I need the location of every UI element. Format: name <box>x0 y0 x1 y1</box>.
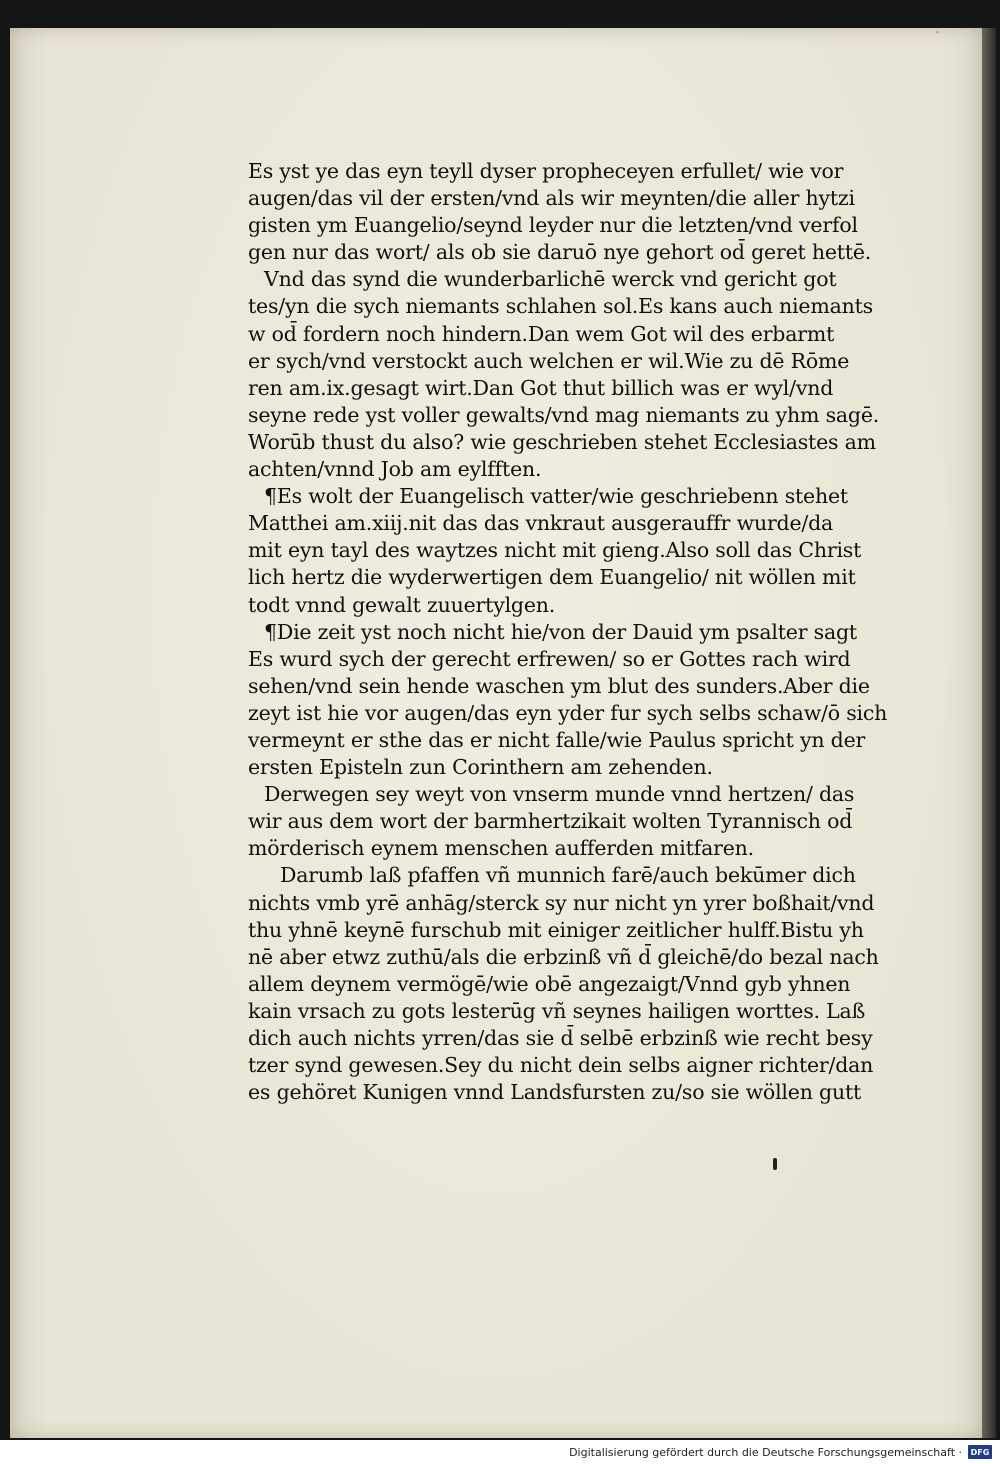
page-edge <box>982 28 996 1438</box>
funding-credit: Digitalisierung gefördert durch die Deutsche Forschungsgemeinschaft · <box>569 1445 962 1459</box>
text-line: wir aus dem wort der barmhertzikait wolten Tyrannisch od̄ <box>248 809 853 834</box>
text-line: ¶Es wolt der Euangelisch vatter/wie geschriebenn stehet <box>264 484 848 509</box>
text-line: gisten ym Euangelio/seynd leyder nur die letzten/vnd verfol <box>248 213 858 238</box>
text-line: Es yst ye das eyn teyll dyser propheceyen erfullet/ wie vor <box>248 159 844 183</box>
page-text <box>248 158 938 1106</box>
text-line: Worūb thust du also? wie geschrieben stehet Ecclesiastes am <box>248 429 876 454</box>
ink-mark <box>773 1158 777 1170</box>
corner-mark: · <box>935 25 940 41</box>
text-line: mit eyn tayl des waytzes nicht mit gieng.Also soll das Christ <box>248 538 862 563</box>
text-line: er sych/vnd verstockt auch welchen er wil.Wie zu dē Rōme <box>248 348 850 373</box>
text-line: Es wurd sych der gerecht erfrewen/ so er Gottes rach wird <box>248 646 851 671</box>
text-line: dich auch nichts yrren/das sie d̄ selbē erbzinß wie recht besy <box>248 1026 873 1050</box>
text-line: seyne rede yst voller gewalts/vnd mag niemants zu yhm sagē. <box>248 402 880 427</box>
text-line: Darumb laß pfaffen vñ munnich farē/auch bekūmer dich <box>280 863 856 888</box>
text-line: nē aber etwz zuthū/als die erbzinß vñ d̄ gleichē/do bezal nach <box>248 944 879 969</box>
text-line: w od̄ fordern noch hindern.Dan wem Got wil des erbarmt <box>248 321 835 346</box>
text-line: allem deynem vermögē/wie obē angezaigt/Vnnd gyb yhnen <box>248 971 851 996</box>
text-line: todt vnnd gewalt zuuertylgen. <box>248 592 556 617</box>
text-line: lich hertz die wyderwertigen dem Euangelio/ nit wöllen mit <box>248 565 856 590</box>
text-line: tzer synd gewesen.Sey du nicht dein selbs aigner richter/dan <box>248 1053 874 1078</box>
footer-bar <box>0 1440 1000 1464</box>
text-line: zeyt ist hie vor augen/das eyn yder fur sych selbs schaw/ō sich <box>248 700 888 725</box>
text-line: Derwegen sey weyt von vnserm munde vnnd hertzen/ das <box>264 782 855 807</box>
text-line: ¶Die zeit yst noch nicht hie/von der Dauid ym psalter sagt <box>264 619 857 644</box>
text-line: Vnd das synd die wunderbarlichē werck vnd gericht got <box>264 267 837 292</box>
text-line: achten/vnnd Job am eylfften. <box>248 457 542 482</box>
text-line: augen/das vil der ersten/vnd als wir meynten/die aller hytzi <box>248 186 855 211</box>
text-line: mörderisch eynem menschen aufferden mitfaren. <box>248 836 754 861</box>
text-line: tes/yn die sych niemants schlahen sol.Es kans auch niemants <box>248 294 873 319</box>
text-line: thu yhnē keynē furschub mit einiger zeitlicher hulff.Bistu yh <box>248 917 864 942</box>
text-line: sehen/vnd sein hende waschen ym blut des sunders.Aber die <box>248 673 870 698</box>
text-line: ren am.ix.gesagt wirt.Dan Got thut billich was er wyl/vnd <box>248 375 834 400</box>
text-line: gen nur das wort/ als ob sie daruō nye gehort od̄ geret hettē. <box>248 240 872 265</box>
dfg-logo: DFG <box>968 1445 992 1459</box>
text-line: nichts vmb yrē anhāg/sterck sy nur nicht yn yrer boßhait/vnd <box>248 890 875 915</box>
text-line: es gehöret Kunigen vnnd Landsfursten zu/so sie wöllen gutt <box>248 1080 862 1105</box>
text-line: ersten Episteln zun Corinthern am zehenden. <box>248 755 713 780</box>
text-line: vermeynt er sthe das er nicht falle/wie Paulus spricht yn der <box>248 727 866 752</box>
text-line: kain vrsach zu gots lesterūg vñ seynes hailigen worttes. Laß <box>248 998 866 1023</box>
text-line: Matthei am.xiij.nit das das vnkraut ausgerauffr wurde/da <box>248 511 834 536</box>
